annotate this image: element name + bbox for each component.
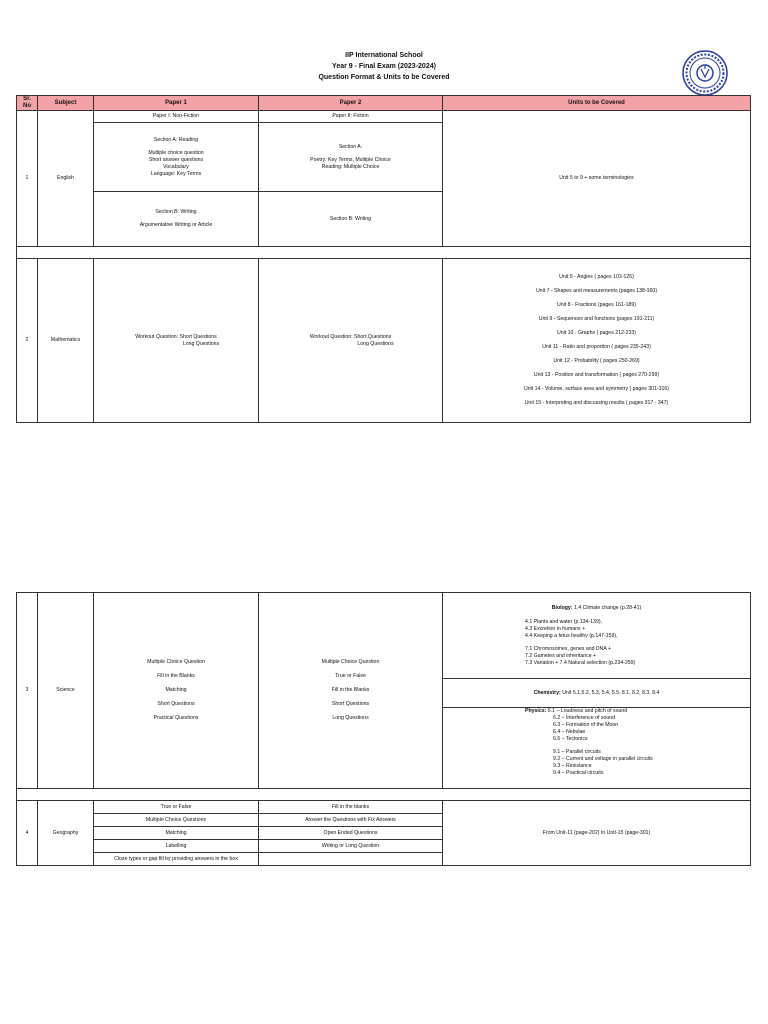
maths-units bbox=[443, 259, 751, 423]
text-line: 4.3 Excretion in humans + bbox=[525, 625, 586, 632]
col-sr-no: Sr. No bbox=[17, 96, 38, 111]
geography-paper2-item: Open Ended Questions bbox=[259, 827, 443, 840]
unit-item: Unit 8 - Fractions (pages 161-189) bbox=[556, 302, 636, 308]
unit-item: Unit 7 - Shapes and measurements (pages 138-160) bbox=[535, 288, 658, 294]
question-type: Fill in the Blanks bbox=[331, 687, 370, 693]
text-line: Multiple choice question bbox=[148, 149, 204, 156]
text-line: Reading: Multiple Choice bbox=[321, 163, 380, 170]
english-paper2-section-b: Section B: Writing bbox=[259, 192, 443, 247]
spacer-row bbox=[17, 789, 751, 801]
english-sr-no: 1 bbox=[17, 111, 38, 247]
text-line: 6.5 – Tectonics bbox=[553, 736, 588, 742]
document-subtitle: Question Format & Units to be Covered bbox=[318, 74, 450, 81]
geography-paper2-item: Answer the Questions with Fix Answers bbox=[259, 814, 443, 827]
science-biology-row bbox=[17, 593, 751, 679]
text-line: 6.4 – Nebulae bbox=[553, 729, 586, 735]
text-line: Long Questions bbox=[357, 340, 394, 347]
geography-paper1-item: Cloze types or gap fill by providing answers in the box bbox=[94, 853, 259, 866]
question-type: Multiple Choice Question bbox=[147, 659, 205, 665]
question-type: Long Questions bbox=[332, 715, 369, 721]
spacer-row bbox=[17, 247, 751, 259]
geography-paper1-item: Matching bbox=[94, 827, 259, 840]
english-paper1-section-a bbox=[94, 123, 259, 192]
text-line: Long Questions bbox=[182, 340, 220, 347]
biology-label: Biology: bbox=[551, 604, 573, 611]
text-line: 1.4 Climate change (p.28-41) bbox=[574, 604, 642, 611]
maths-paper1 bbox=[94, 259, 259, 423]
text-line: Vocabulary bbox=[163, 163, 189, 170]
question-type: True or False bbox=[335, 673, 366, 679]
geography-paper2-item: Fill in the blanks bbox=[259, 801, 443, 814]
science-physics-units bbox=[443, 708, 751, 789]
english-title-row bbox=[17, 111, 751, 123]
school-name: IIP International School bbox=[345, 52, 423, 59]
text-line: 9.4 – Practical circuits bbox=[553, 770, 604, 776]
science-biology-units bbox=[443, 593, 751, 679]
science-paper1 bbox=[94, 593, 259, 789]
text-line: 4.4 Keeping a fetus healthy (p.147-159), bbox=[525, 632, 618, 639]
question-type: Fill in the Blanks bbox=[157, 673, 195, 679]
text-line: Workout Question: Short Questions bbox=[309, 333, 392, 340]
question-type: Practical Questions bbox=[153, 715, 199, 721]
text-line: 7.3 Variation + 7.4 Natural selection (p.234-259) bbox=[525, 659, 636, 666]
unit-item: Unit 11 - Ratio and proportion ( pages 235-243) bbox=[542, 344, 651, 350]
text-line: Argumentative Writing or Article bbox=[139, 222, 213, 228]
text-line: Language: Key Terms bbox=[150, 170, 202, 177]
text-line: Section A: Reading bbox=[153, 136, 199, 143]
col-units: Units to be Covered bbox=[443, 96, 751, 111]
text-line: 6.3 – Formation of the Moon bbox=[553, 722, 619, 728]
text-line: 4.1 Plants and water (p.134-139), bbox=[525, 618, 602, 625]
exam-table-bottom bbox=[16, 592, 751, 866]
geography-units: From Unit-11 (page-202) to Unit-15 (page-301) bbox=[443, 801, 751, 866]
text-line: Poetry: Key Terms, Multiple Choice bbox=[310, 156, 391, 163]
unit-item: Unit 15 - Interpreting and discussing results ( pages 317 - 347) bbox=[524, 400, 669, 406]
col-paper-1: Paper 1 bbox=[94, 96, 259, 111]
text-line: 9.1 – Parallel circuits bbox=[553, 749, 601, 755]
text-line: Section B: Writing bbox=[155, 209, 197, 215]
exam-title: Year 9 - Final Exam (2023-2024) bbox=[332, 63, 436, 70]
text-line: Short answer questions bbox=[148, 156, 204, 163]
table-header-row bbox=[17, 96, 751, 111]
unit-item: Unit 13 - Position and transformation ( pages 270-299) bbox=[533, 372, 660, 378]
english-paper2-title: Paper II: Fiction bbox=[259, 111, 443, 123]
geography-sr-no: 4 bbox=[17, 801, 38, 866]
geography-paper1-item: Labelling bbox=[94, 840, 259, 853]
science-subject: Science bbox=[38, 593, 94, 789]
english-units: Unit 5 to 9 + some terminologies bbox=[443, 111, 751, 247]
question-type: Short Questions bbox=[331, 701, 370, 707]
text-line: 7.1 Chromosomes, genes and DNA + bbox=[525, 645, 612, 652]
geography-paper1-item: Multiple Choice Questions bbox=[94, 814, 259, 827]
geography-row-1 bbox=[17, 801, 751, 814]
geography-subject: Geography bbox=[38, 801, 94, 866]
chemistry-label: Chemistry: bbox=[533, 689, 561, 696]
geography-paper1-item: True or False bbox=[94, 801, 259, 814]
text-line: 6.2 – Interference of sound bbox=[553, 715, 616, 721]
unit-item: Unit 5 - Angles ( pages 103-126) bbox=[559, 274, 634, 280]
unit-item: Unit 14 - Volume, surface area and symmetry ( pages 301-316) bbox=[523, 386, 670, 392]
question-type: Multiple Choice Question bbox=[321, 659, 380, 665]
maths-row bbox=[17, 259, 751, 423]
text-line: 6.1 – Loudness and pitch of sound bbox=[547, 708, 628, 714]
unit-item: Unit 12 - Probability ( pages 250-269) bbox=[553, 358, 640, 364]
maths-subject: Mathematics bbox=[38, 259, 94, 423]
physics-label: Physics: bbox=[525, 708, 547, 714]
col-subject: Subject bbox=[38, 96, 94, 111]
english-paper2-section-a bbox=[259, 123, 443, 192]
text-line: 9.3 – Resistance bbox=[553, 763, 592, 769]
text-line: 7.2 Gametes and inheritance + bbox=[525, 652, 597, 659]
science-sr-no: 3 bbox=[17, 593, 38, 789]
science-paper2 bbox=[259, 593, 443, 789]
question-type: Short Questions bbox=[157, 701, 195, 707]
unit-item: Unit 10 - Graphs ( pages 212-233) bbox=[556, 330, 636, 336]
text-line: Workout Question: Short Questions bbox=[135, 333, 217, 340]
text-line: Unit 5.1,5.2, 5.3, 5.4, 5.5, 8.1, 8.2, 8.3, 8.4 bbox=[562, 689, 660, 696]
question-type: Matching bbox=[165, 687, 187, 693]
english-paper1-section-b bbox=[94, 192, 259, 247]
geography-paper2-item bbox=[259, 853, 443, 866]
text-line: 9.2 – Current and voltage in parallel circuits bbox=[553, 756, 653, 762]
english-paper1-title: Paper I: Non-Fiction bbox=[94, 111, 259, 123]
exam-table-top bbox=[16, 95, 751, 423]
science-chemistry-units bbox=[443, 679, 751, 708]
maths-sr-no: 2 bbox=[17, 259, 38, 423]
school-crest-logo-icon bbox=[681, 49, 729, 97]
col-paper-2: Paper 2 bbox=[259, 96, 443, 111]
geography-paper2-item: Writing or Long Question bbox=[259, 840, 443, 853]
english-subject: English bbox=[38, 111, 94, 247]
maths-paper2 bbox=[259, 259, 443, 423]
text-line: Section A: bbox=[338, 143, 363, 150]
unit-item: Unit 9 - Sequences and functions (pages 191-211) bbox=[538, 316, 655, 322]
